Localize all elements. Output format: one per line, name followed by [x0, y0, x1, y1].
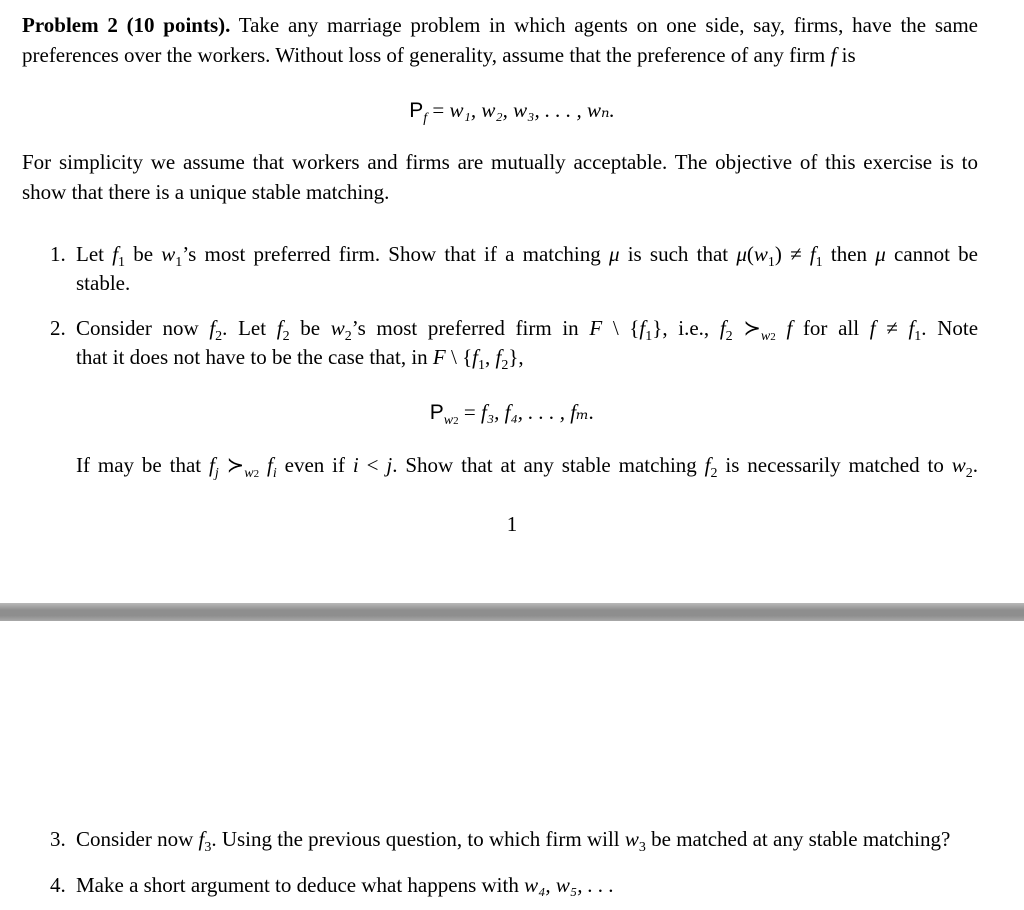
intro-text-1: Take any marriage problem in which agents on one side, say, firms, have the same: [238, 13, 978, 37]
list-item-1-line-2: [76, 268, 130, 298]
list-item-3-text-c: be matched at any stable matching?: [651, 827, 951, 851]
list-item-3: 3. Consider now $f_3$. Using the previous question, to which firm will $w_3$ be matched at any stable matching?: [50, 824, 950, 858]
list-item-2-number: 2.: [50, 316, 66, 340]
list-item-3-text-b: . Using the previous question, to which firm will: [211, 827, 620, 851]
equation-1-rhs: w₁, w₂, w₃, . . . , wₙ.: [449, 98, 615, 122]
list-item-1-line-1: 1. Let $f_1$ be $w_1’s$ most preferred firm. Show that if a matching μ is such that $\mu(w_1) \ne f_1$ then μ cannot be: [50, 239, 978, 273]
equation-firm-preference: $P_f = w_1$, w₂, w₃, . . . , wₙ.: [409, 98, 615, 126]
list-item-4-text: Make a short argument to deduce what happens with: [76, 873, 519, 897]
problem-intro-line-1: [22, 10, 978, 40]
list-item-4: [50, 870, 614, 900]
paragraph-2-text-2: show that there is a unique stable matching.: [22, 180, 390, 204]
document-page-2: [0, 621, 1024, 910]
intro-text-2: preferences over the workers. Without loss of generality, assume that the preference of any firm: [22, 43, 826, 67]
problem-points: (10 points).: [126, 13, 231, 37]
list-item-3-number: 3.: [50, 827, 66, 851]
list-item-2-line-1: 2. Consider now $f_2$. Let $f_2$ be $w_2’s$ most preferred firm in F \ $\{f_1\}$, i.e., $f_2$ $≻_{w2}$ f for all $f \ne f_1$. Note: [50, 313, 978, 347]
paragraph-2-line-2: [22, 177, 389, 207]
page-separator: [0, 603, 1024, 621]
list-item-2-line-3: If may be that $f_j$ $≻_{w2}$ $f_i$ even if i < j. Show that at any stable matching $f_2$ is necessarily matched to $w_2$.: [76, 453, 979, 481]
paragraph-2-text-1: For simplicity we assume that workers and firms are mutually acceptable. The objective of this exercise is to: [22, 150, 978, 174]
page-number: 1: [506, 512, 518, 536]
list-item-1-number: 1.: [50, 242, 66, 266]
list-item-4-number: 4.: [50, 873, 66, 897]
equation-2-rhs: f₃, f₄, . . . , fₘ.: [480, 400, 595, 424]
list-item-2-line-2: that it does not have to be the case that, in F \ {$f_1$, $f_2$},: [76, 345, 524, 373]
paragraph-2-line-1: [22, 147, 978, 177]
list-item-3-text-a: Consider now: [76, 827, 194, 851]
list-item-1-text-2: stable.: [76, 271, 131, 295]
list-item-4-vars: w₄, w₅, . . .: [524, 873, 614, 897]
problem-heading: Problem 2: [22, 13, 118, 37]
problem-intro-line-2: preferences over the workers. Without loss of generality, assume that the preference of any firm f is: [22, 43, 856, 67]
equation-worker-preference: $P_{w2} = f_3$, f₄, . . . , fₘ.: [429, 400, 595, 428]
